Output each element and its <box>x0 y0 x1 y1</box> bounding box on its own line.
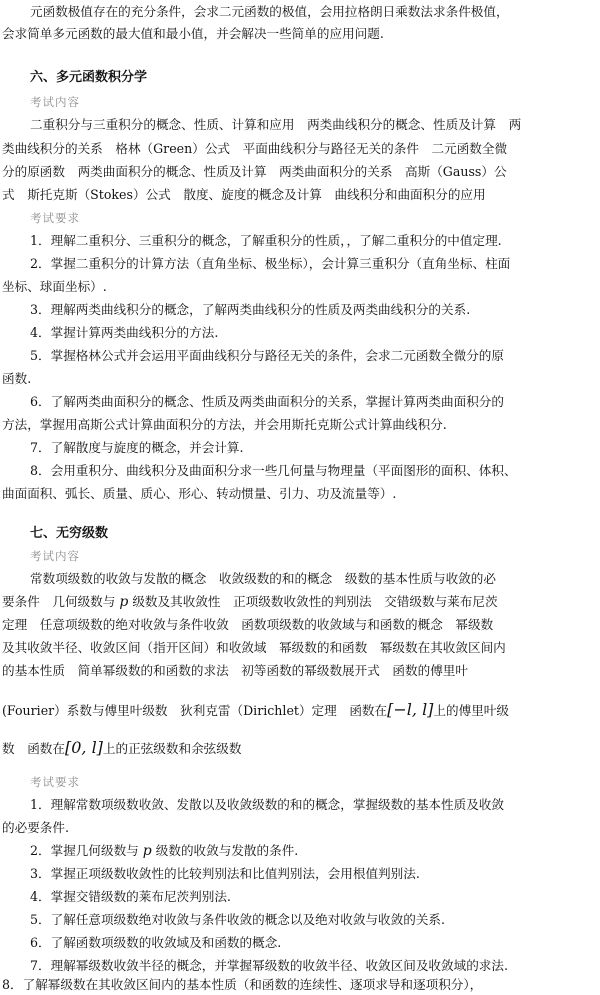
section-6-req-line: 方法，掌握用高斯公式计算曲面积分的方法，并会用斯托克斯公式计算曲线积分. <box>2 417 447 432</box>
section-7-req-line: 4．掌握交错级数的莱布尼茨判别法. <box>30 889 231 904</box>
content-text: (Fourier）系数与傅里叶级数 狄利克雷（Dirichlet）定理 函数在 <box>2 703 388 718</box>
math-p-symbol: p <box>142 843 152 859</box>
content-text: 上的傅里叶级 <box>433 703 509 718</box>
section-7-content-label: 考试内容 <box>30 549 80 563</box>
section-6-req-line: 曲面面积、弧长、质量、质心、形心、转动惯量、引力、功及流量等）. <box>2 486 397 501</box>
intro-line: 元函数极值存在的充分条件，会求二元函数的极值，会用拉格朗日乘数法求条件极值， <box>30 4 509 19</box>
section-7-req-line: 6．了解函数项级数的收敛域及和函数的概念. <box>30 935 282 950</box>
section-7-req-line: 8．了解幂级数在其收敛区间内的基本性质（和函数的连续性、逐项求导和逐项积分）， <box>2 977 483 992</box>
math-interval: [−l, l] <box>387 700 434 719</box>
section-7-req-line: 3．掌握正项级数收敛性的比较判别法和比值判别法，会用根值判别法. <box>30 866 420 881</box>
section-7-title: 七、无穷级数 <box>30 526 109 541</box>
section-6-content-line: 二重积分与三重积分的概念、性质、计算和应用 两类曲线积分的概念、性质及计算 两 <box>30 117 522 132</box>
intro-line: 会求简单多元函数的最大值和最小值，并会解决一些简单的应用问题. <box>2 26 384 41</box>
section-7-req-line <box>0 841 600 861</box>
section-6-req-line: 5．掌握格林公式并会运用平面曲线积分与路径无关的条件，会求二元函数全微分的原 <box>30 348 504 363</box>
section-6-req-line: 函数. <box>2 371 32 386</box>
section-6-content-line: 类曲线积分的关系 格林（Green）公式 平面曲线积分与路径无关的条件 二元函数全微 <box>2 141 508 156</box>
section-7-content-line <box>0 738 600 758</box>
section-6-req-line: 坐标、球面坐标）. <box>2 279 107 294</box>
content-text: 级数及其收敛性 正项级数收敛性的判别法 交错级数与莱布尼茨 <box>128 594 498 609</box>
section-7-content-line <box>0 592 600 612</box>
section-7-content-line <box>0 700 600 720</box>
content-text: 上的正弦级数和余弦级数 <box>102 741 242 756</box>
section-6-title: 六、多元函数积分学 <box>30 70 148 85</box>
req-text: 2．掌握几何级数与 <box>30 843 143 858</box>
section-6-req-line: 6．了解两类曲面积分的概念、性质及两类曲面积分的关系，掌握计算两类曲面积分的 <box>30 394 504 409</box>
section-6-content-label: 考试内容 <box>30 95 80 109</box>
content-text: 数 函数在 <box>2 741 65 756</box>
section-6-req-line: 8．会用重积分、曲线积分及曲面积分求一些几何量与物理量（平面图形的面积、体积、 <box>30 463 517 478</box>
section-6-req-line: 2．掌握二重积分的计算方法（直角坐标、极坐标），会计算三重积分（直角坐标、柱面 <box>30 256 511 271</box>
section-7-content-line: 定理 任意项级数的绝对收敛与条件收敛 函数项级数的收敛域与和函数的概念 幂级数 <box>2 617 494 632</box>
section-7-req-line: 5．了解任意项级数绝对收敛与条件收敛的概念以及绝对收敛与收敛的关系. <box>30 912 446 927</box>
section-7-req-line: 7．理解幂级数收敛半径的概念，并掌握幂级数的收敛半径、收敛区间及收敛域的求法. <box>30 958 508 973</box>
section-6-req-line: 4．掌握计算两类曲线积分的方法. <box>30 325 219 340</box>
section-6-req-line: 1．理解二重积分、三重积分的概念，了解重积分的性质，，了解二重积分的中值定理. <box>30 233 502 248</box>
section-6-req-label: 考试要求 <box>30 211 80 225</box>
section-6-content-line: 式 斯托克斯（Stokes）公式 散度、旋度的概念及计算 曲线积分和曲面积分的应用 <box>2 187 486 202</box>
section-7-req-label: 考试要求 <box>30 775 80 789</box>
req-text: 级数的收敛与发散的条件. <box>151 843 299 858</box>
section-6-req-line: 7．了解散度与旋度的概念，并会计算. <box>30 440 244 455</box>
section-7-req-line: 1．理解常数项级数收敛、发散以及收敛级数的和的概念，掌握级数的基本性质及收敛 <box>30 797 504 812</box>
section-6-content-line: 分的原函数 两类曲面积分的概念、性质及计算 两类曲面积分的关系 高斯（Gauss）公 <box>2 164 507 179</box>
content-text: 要条件 几何级数与 <box>2 594 120 609</box>
math-p-symbol: p <box>119 594 129 610</box>
section-7-content-line: 及其收敛半径、收敛区间（指开区间）和收敛域 幂级数的和函数 幂级数在其收敛区间内 <box>2 640 506 655</box>
section-6-req-line: 3．理解两类曲线积分的概念，了解两类曲线积分的性质及两类曲线积分的关系. <box>30 302 471 317</box>
section-7-content-line: 的基本性质 简单幂级数的和函数的求法 初等函数的幂级数展开式 函数的傅里叶 <box>2 663 468 678</box>
section-7-content-line: 常数项级数的收敛与发散的概念 收敛级数的和的概念 级数的基本性质与收敛的必 <box>30 571 496 586</box>
math-interval: [0, l] <box>64 738 103 757</box>
section-7-req-line: 的必要条件. <box>2 820 69 835</box>
